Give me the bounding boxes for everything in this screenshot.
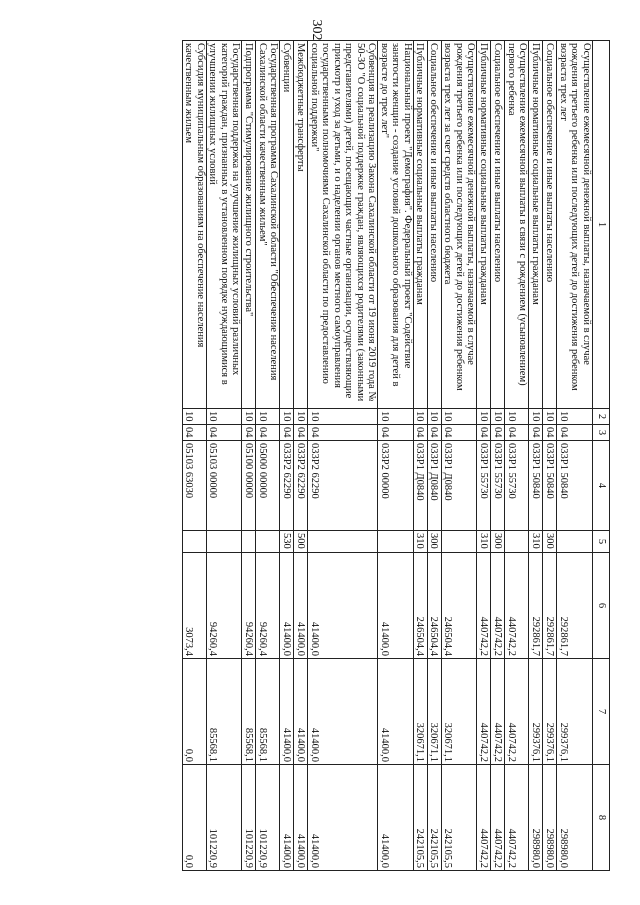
cell-v7: 320671,1	[428, 659, 442, 765]
cell-pr: 04	[294, 425, 308, 441]
cell-v7: 320671,1	[414, 659, 428, 765]
rotated-page	[20, 40, 610, 870]
cell-rz: 10	[543, 409, 557, 425]
cell-pr: 04	[442, 425, 478, 441]
cell-name: Государственная программа Сахалинской области "Обеспечение населения Сахалинской области качественным жильем"	[256, 41, 280, 409]
table-row	[207, 41, 243, 871]
cell-v8: 0,0	[183, 765, 207, 871]
cell-rz: 10	[280, 409, 294, 425]
cell-rz: 10	[183, 409, 207, 425]
cell-rz: 10	[529, 409, 543, 425]
cell-pr: 04	[491, 425, 505, 441]
table-row	[491, 41, 505, 871]
cell-v7: 299376,1	[543, 659, 557, 765]
cell-name: Государственная поддержка на улучшение жилищных условий различных категорий граждан, признанных в установленном порядке нуждающимися в улучшении жилищных условий	[207, 41, 243, 409]
cell-csr: 033Р1 50840	[529, 441, 543, 531]
cell-rz: 10	[505, 409, 529, 425]
table-row	[529, 41, 543, 871]
cell-rz: 10	[207, 409, 243, 425]
cell-v6: 41400,0	[308, 553, 378, 659]
cell-pr: 04	[428, 425, 442, 441]
cell-name: Публичные нормативные социальные выплаты гражданам	[414, 41, 428, 409]
cell-v8: 298980,0	[557, 765, 593, 871]
cell-vr	[242, 531, 256, 553]
cell-v8: 41400,0	[294, 765, 308, 871]
table-row	[280, 41, 294, 871]
cell-v6: 292861,7	[543, 553, 557, 659]
cell-rz: 10	[557, 409, 593, 425]
cell-v6: 440742,2	[491, 553, 505, 659]
cell-csr: 033Р2 62290	[294, 441, 308, 531]
header-cell: 7	[593, 659, 610, 765]
cell-pr: 04	[280, 425, 294, 441]
cell-name: Субвенции	[280, 41, 294, 409]
cell-rz: 10	[378, 409, 414, 425]
table-row	[428, 41, 442, 871]
cell-name: Осуществление ежемесячной выплаты в связи с рождением (усыновлением) первого ребенка	[505, 41, 529, 409]
cell-v6: 292861,7	[529, 553, 543, 659]
cell-rz: 10	[242, 409, 256, 425]
cell-name: Социальное обеспечение и иные выплаты населению	[543, 41, 557, 409]
cell-csr: 033Р2 00000	[378, 441, 414, 531]
cell-csr: 033Р1 55730	[477, 441, 491, 531]
table-row	[256, 41, 280, 871]
header-cell: 5	[593, 531, 610, 553]
cell-csr: 033Р1 55730	[505, 441, 529, 531]
cell-v6: 41400,0	[294, 553, 308, 659]
table-row	[378, 41, 414, 871]
header-cell: 4	[593, 441, 610, 531]
cell-vr	[557, 531, 593, 553]
cell-v8: 41400,0	[308, 765, 378, 871]
header-cell: 1	[593, 41, 610, 409]
cell-name: Национальный проект "Демография". Федеральный проект "Содействие занятости женщин - создание условий дошкольного образования для детей в возрасте до трех лет"	[378, 41, 414, 409]
cell-v8: 440742,2	[505, 765, 529, 871]
cell-rz: 10	[491, 409, 505, 425]
cell-rz: 10	[294, 409, 308, 425]
cell-v7: 299376,1	[557, 659, 593, 765]
cell-vr	[183, 531, 207, 553]
cell-v7: 320671,1	[442, 659, 478, 765]
table-row	[477, 41, 491, 871]
cell-v6: 440742,2	[477, 553, 491, 659]
cell-v6: 246504,4	[428, 553, 442, 659]
cell-v6: 94260,4	[242, 553, 256, 659]
cell-csr: 033Р1 Д0840	[428, 441, 442, 531]
cell-pr: 04	[543, 425, 557, 441]
table-row	[414, 41, 428, 871]
cell-name: Субвенция на реализацию Закона Сахалинской области от 19 июня 2019 года № 50-ЗО "О социальной поддержке граждан, являющихся родителями (законными представителями) детей, посещающих частные организации, осуществляющие присмотр и уход за детьми, и о наделении органов местного самоуправления государственными полномочиями Сахалинской области по предоставлению социальной поддержки"	[308, 41, 378, 409]
cell-pr: 04	[529, 425, 543, 441]
cell-v7: 440742,2	[477, 659, 491, 765]
header-cell: 3	[593, 425, 610, 441]
cell-v6: 440742,2	[505, 553, 529, 659]
cell-vr	[207, 531, 243, 553]
cell-pr: 04	[242, 425, 256, 441]
cell-csr: 033Р1 Д0840	[414, 441, 428, 531]
cell-name: Осуществление ежемесячной денежной выплаты, назначаемой в случае рождения третьего ребенка или последующих детей до достижения ребенком возраста трех лет за счет средств областного бюджета	[442, 41, 478, 409]
cell-v7: 440742,2	[491, 659, 505, 765]
cell-vr: 310	[414, 531, 428, 553]
cell-name: Социальное обеспечение и иные выплаты населению	[491, 41, 505, 409]
table-row	[294, 41, 308, 871]
cell-vr	[378, 531, 414, 553]
cell-vr	[256, 531, 280, 553]
cell-v6: 246504,4	[442, 553, 478, 659]
cell-v6: 41400,0	[280, 553, 294, 659]
table-row	[242, 41, 256, 871]
table-row	[442, 41, 478, 871]
cell-csr: 05103 63030	[183, 441, 207, 531]
header-cell: 6	[593, 553, 610, 659]
table-row	[183, 41, 207, 871]
cell-pr: 04	[414, 425, 428, 441]
budget-table	[182, 40, 610, 871]
cell-v7: 41400,0	[294, 659, 308, 765]
cell-vr: 310	[477, 531, 491, 553]
cell-v7: 41400,0	[280, 659, 294, 765]
cell-pr: 04	[308, 425, 378, 441]
cell-v8: 242105,5	[442, 765, 478, 871]
cell-v7: 0,0	[183, 659, 207, 765]
cell-v7: 440742,2	[505, 659, 529, 765]
header-row	[593, 41, 610, 871]
cell-v8: 298980,0	[529, 765, 543, 871]
cell-v8: 440742,2	[477, 765, 491, 871]
table-row	[557, 41, 593, 871]
cell-name: Межбюджетные трансферты	[294, 41, 308, 409]
cell-vr: 500	[294, 531, 308, 553]
cell-v8: 41400,0	[378, 765, 414, 871]
cell-v6: 3073,4	[183, 553, 207, 659]
cell-v6: 94260,4	[256, 553, 280, 659]
cell-csr: 033Р2 62290	[280, 441, 294, 531]
cell-pr: 04	[557, 425, 593, 441]
cell-rz: 10	[308, 409, 378, 425]
cell-v8: 298980,0	[543, 765, 557, 871]
cell-v6: 246504,4	[414, 553, 428, 659]
cell-v8: 101220,9	[242, 765, 256, 871]
cell-vr	[442, 531, 478, 553]
cell-rz: 10	[442, 409, 478, 425]
cell-v7: 85568,1	[256, 659, 280, 765]
cell-csr: 033Р1 55730	[491, 441, 505, 531]
cell-pr: 04	[183, 425, 207, 441]
cell-rz: 10	[414, 409, 428, 425]
cell-pr: 04	[378, 425, 414, 441]
cell-name: Подпрограмма "Стимулирование жилищного строительства"	[242, 41, 256, 409]
cell-name: Публичные нормативные социальные выплаты гражданам	[529, 41, 543, 409]
cell-csr: 05100 00000	[242, 441, 256, 531]
table-body	[183, 41, 593, 871]
cell-v8: 242105,5	[414, 765, 428, 871]
cell-v7: 299376,1	[529, 659, 543, 765]
cell-name: Социальное обеспечение и иные выплаты населению	[428, 41, 442, 409]
cell-vr	[308, 531, 378, 553]
cell-pr: 04	[256, 425, 280, 441]
cell-csr: 05103 00000	[207, 441, 243, 531]
cell-csr: 05000 00000	[256, 441, 280, 531]
cell-v6: 41400,0	[378, 553, 414, 659]
cell-v7: 85568,1	[207, 659, 243, 765]
table-row	[308, 41, 378, 871]
cell-v8: 101220,9	[207, 765, 243, 871]
table-row	[543, 41, 557, 871]
cell-csr: 033Р1 Д0840	[442, 441, 478, 531]
cell-v6: 292861,7	[557, 553, 593, 659]
cell-name: Осуществление ежемесячной денежной выплаты, назначаемой в случае рождения третьего ребенка или последующих детей до достижения ребенком возраста трех лет	[557, 41, 593, 409]
cell-v6: 94260,4	[207, 553, 243, 659]
cell-csr: 033Р1 50840	[557, 441, 593, 531]
cell-vr	[505, 531, 529, 553]
table-row	[505, 41, 529, 871]
cell-rz: 10	[428, 409, 442, 425]
cell-pr: 04	[505, 425, 529, 441]
cell-v7: 85568,1	[242, 659, 256, 765]
page-number: 302	[309, 19, 324, 41]
cell-csr: 033Р2 62290	[308, 441, 378, 531]
cell-csr: 033Р1 50840	[543, 441, 557, 531]
header-cell: 8	[593, 765, 610, 871]
cell-vr: 300	[491, 531, 505, 553]
cell-v8: 242105,5	[428, 765, 442, 871]
cell-name: Публичные нормативные социальные выплаты гражданам	[477, 41, 491, 409]
cell-v7: 41400,0	[378, 659, 414, 765]
cell-vr: 310	[529, 531, 543, 553]
cell-pr: 04	[207, 425, 243, 441]
cell-v8: 101220,9	[256, 765, 280, 871]
cell-v8: 41400,0	[280, 765, 294, 871]
cell-name: Субсидия муниципальным образованиям на обеспечение населения качественным жильем	[183, 41, 207, 409]
cell-pr: 04	[477, 425, 491, 441]
cell-vr: 300	[428, 531, 442, 553]
cell-v8: 440742,2	[491, 765, 505, 871]
cell-vr: 530	[280, 531, 294, 553]
cell-vr: 300	[543, 531, 557, 553]
cell-rz: 10	[256, 409, 280, 425]
cell-v7: 41400,0	[308, 659, 378, 765]
header-cell: 2	[593, 409, 610, 425]
cell-rz: 10	[477, 409, 491, 425]
